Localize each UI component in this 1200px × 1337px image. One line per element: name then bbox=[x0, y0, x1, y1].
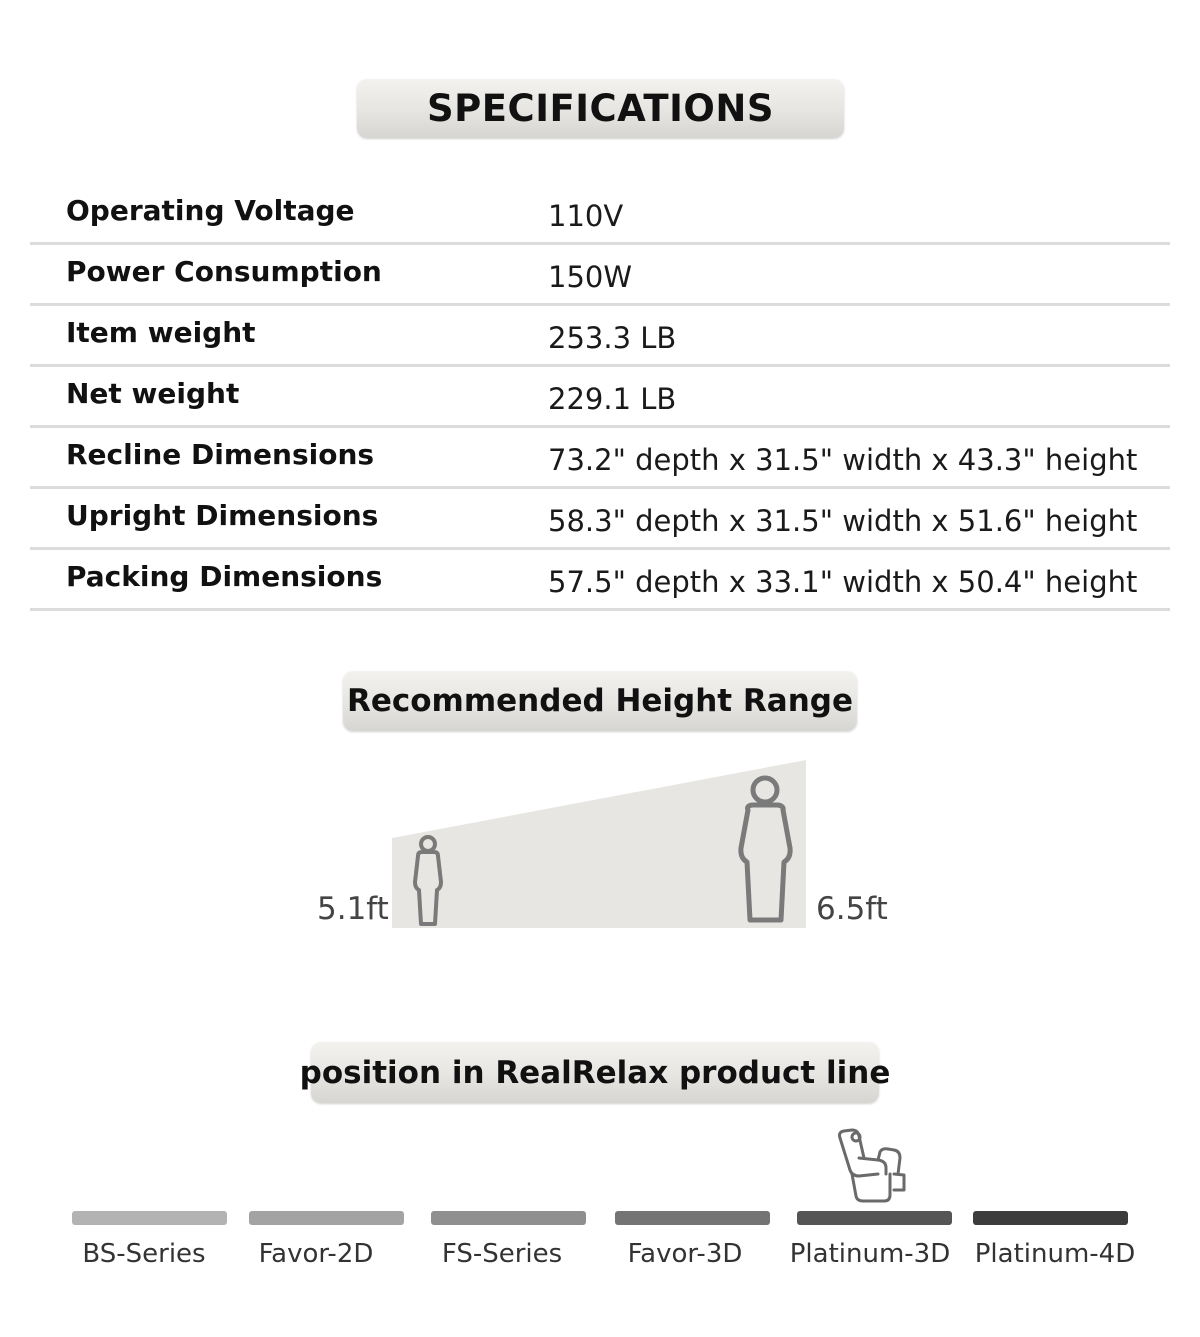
spec-row-power-consumption bbox=[30, 245, 1170, 306]
spec-value: 253.3 LB bbox=[548, 321, 677, 355]
min-height-label: 5.1ft bbox=[317, 891, 389, 927]
series-label-platinum-3d: Platinum-3D bbox=[789, 1239, 951, 1269]
massage-chair-icon bbox=[832, 1128, 910, 1206]
spec-table bbox=[30, 184, 1170, 611]
product-line-header: position in RealRelax product line bbox=[311, 1042, 879, 1103]
series-bar-favor-3d bbox=[615, 1211, 770, 1225]
spec-row-item-weight bbox=[30, 306, 1170, 367]
series-bar-favor-2d bbox=[249, 1211, 404, 1225]
series-label-favor-2d: Favor-2D bbox=[258, 1239, 374, 1269]
series-bar-platinum-4d bbox=[973, 1211, 1128, 1225]
spec-value: 58.3" depth x 31.5" width x 51.6" height bbox=[548, 504, 1138, 538]
spec-label: Operating Voltage bbox=[66, 194, 355, 227]
height-range-graphic bbox=[300, 750, 900, 940]
spec-row-recline-dimensions bbox=[30, 428, 1170, 489]
spec-value: 110V bbox=[548, 199, 624, 233]
spec-row-upright-dimensions bbox=[30, 489, 1170, 550]
spec-label: Upright Dimensions bbox=[66, 499, 379, 532]
spec-row-operating-voltage bbox=[30, 184, 1170, 245]
specifications-header: SPECIFICATIONS bbox=[357, 79, 844, 138]
height-range-header: Recommended Height Range bbox=[343, 671, 857, 731]
spec-row-net-weight bbox=[30, 367, 1170, 428]
max-height-label: 6.5ft bbox=[816, 891, 888, 927]
series-label-favor-3d: Favor-3D bbox=[627, 1239, 743, 1269]
spec-value: 150W bbox=[548, 260, 633, 294]
spec-value: 57.5" depth x 33.1" width x 50.4" height bbox=[548, 565, 1138, 599]
series-label-bs-series: BS-Series bbox=[82, 1239, 206, 1269]
spec-label: Packing Dimensions bbox=[66, 560, 383, 593]
spec-label: Power Consumption bbox=[66, 255, 382, 288]
series-bar-platinum-3d bbox=[797, 1211, 952, 1225]
series-label-fs-series: FS-Series bbox=[441, 1239, 563, 1269]
spec-value: 229.1 LB bbox=[548, 382, 677, 416]
spec-value: 73.2" depth x 31.5" width x 43.3" height bbox=[548, 443, 1138, 477]
series-label-platinum-4d: Platinum-4D bbox=[974, 1239, 1136, 1269]
series-bar-fs-series bbox=[431, 1211, 586, 1225]
spec-label: Net weight bbox=[66, 377, 240, 410]
series-bar-bs-series bbox=[72, 1211, 227, 1225]
spec-label: Item weight bbox=[66, 316, 256, 349]
spec-row-packing-dimensions bbox=[30, 550, 1170, 611]
spec-label: Recline Dimensions bbox=[66, 438, 375, 471]
